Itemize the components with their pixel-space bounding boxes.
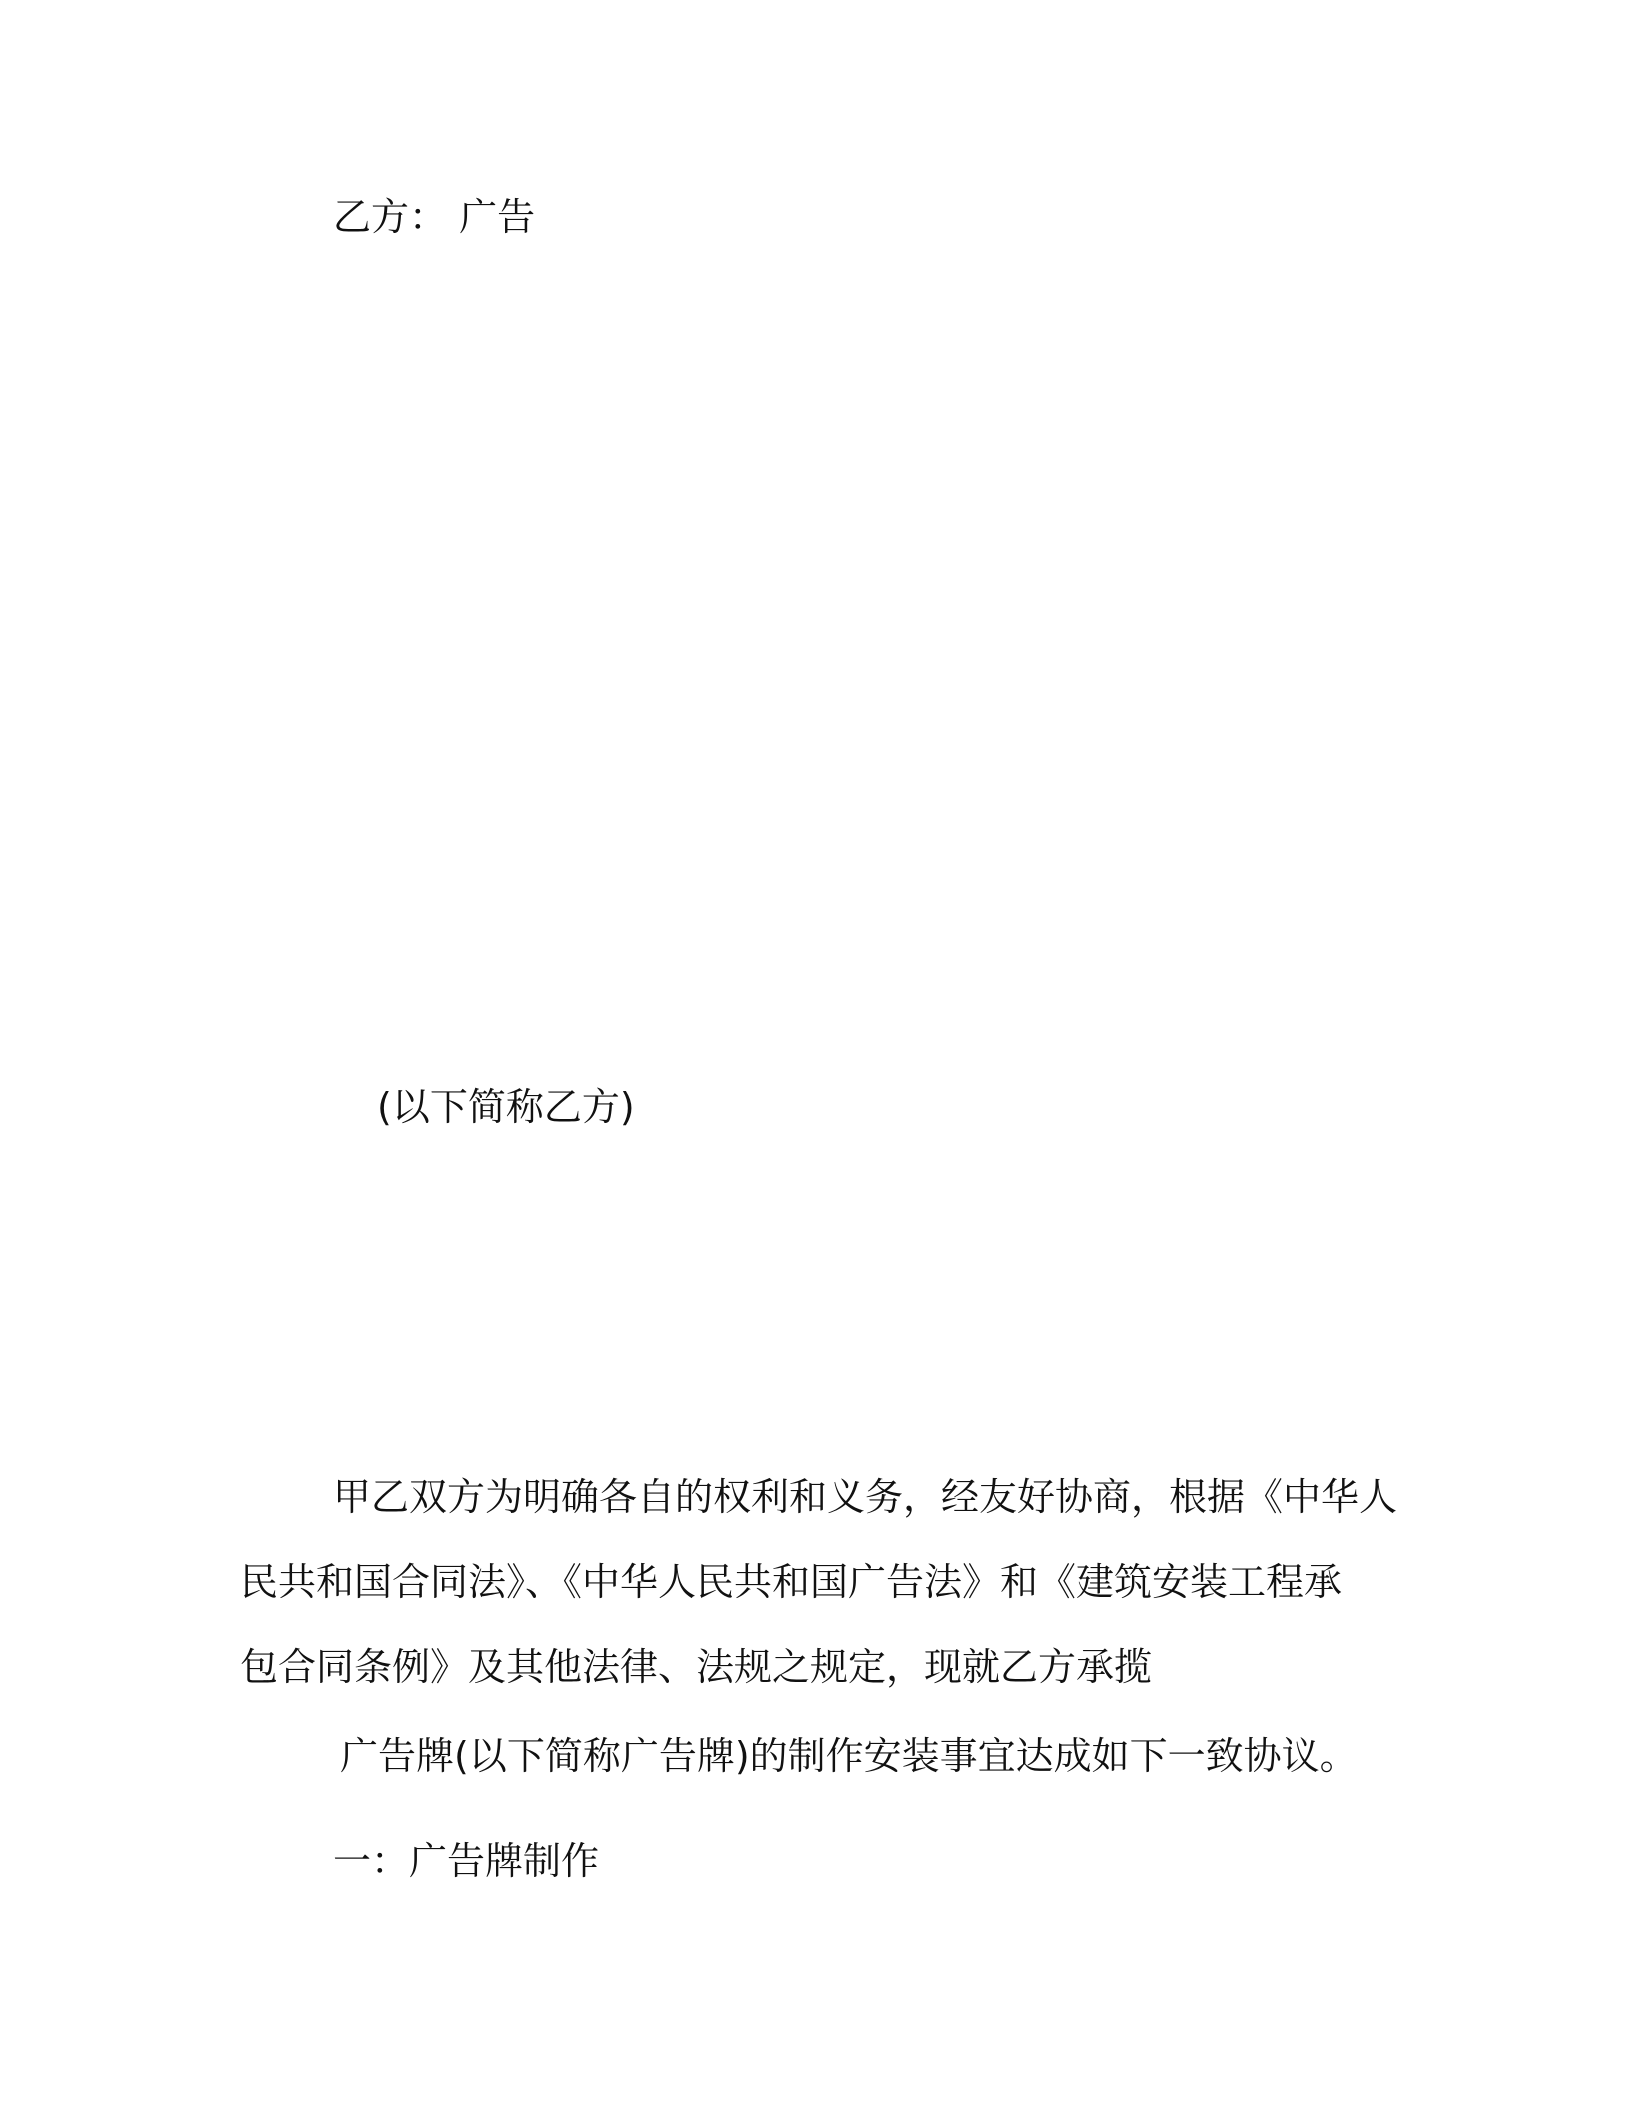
body-text-line: 广告牌(以下简称广告牌)的制作安装事宜达成如下一致协议。 — [340, 1734, 1358, 1778]
section-heading: 一：广告牌制作 — [333, 1839, 600, 1883]
party-b-line: 乙方： 广告 — [333, 195, 536, 239]
body-text-line: 包合同条例》及其他法律、法规之规定，现就乙方承揽 — [240, 1645, 1153, 1689]
party-b-abbreviation: (以下简称乙方) — [377, 1085, 635, 1129]
body-text-line: 民共和国合同法》、《中华人民共和国广告法》和《建筑安装工程承 — [240, 1560, 1343, 1604]
body-text-line: 甲乙双方为明确各自的权利和义务，经友好协商，根据《中华人 — [333, 1475, 1398, 1519]
